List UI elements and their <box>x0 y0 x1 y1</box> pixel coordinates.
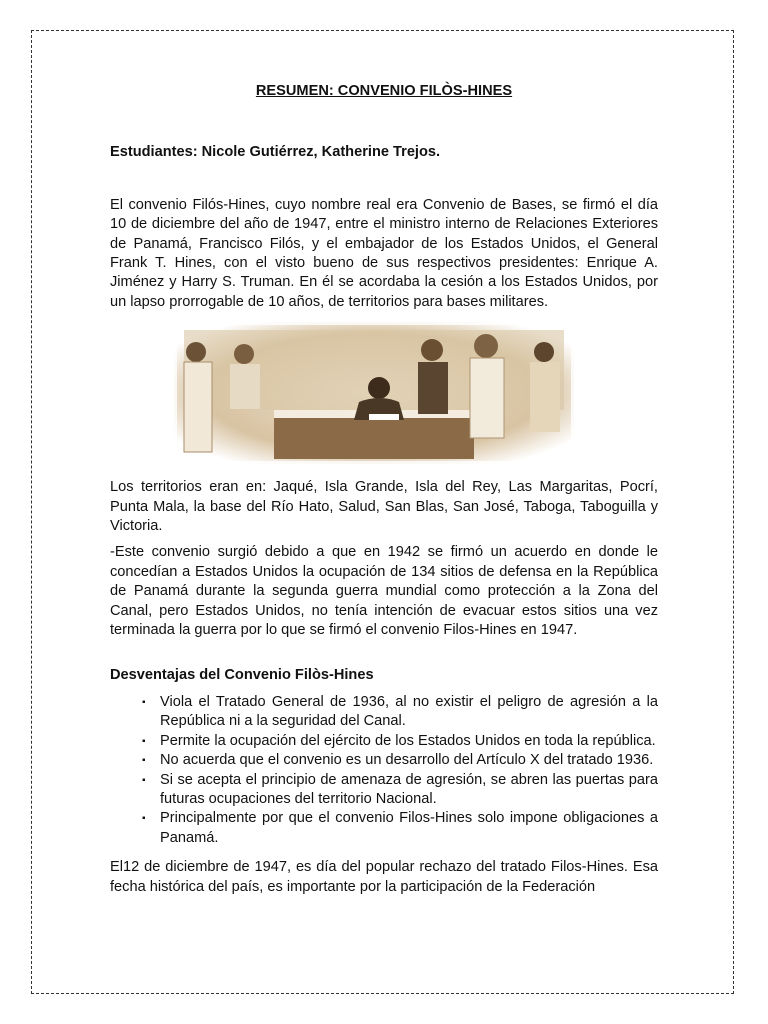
origin-paragraph: -Este convenio surgió debido a que en 1942 se firmó un acuerdo en donde le concedían a Estados Unidos la ocupación de 134 sitios de defensa en la República de Panamá durante la segunda guerra mundial como protección a la Zona del Canal, pero Estados Unidos, no tenía intención de evacuar estos sitios una vez terminada la guerra por lo que se firmó el convenio Filos-Hines en 1947. <box>110 544 658 639</box>
intro-paragraph: El convenio Filós-Hines, cuyo nombre real era Convenio de Bases, se firmó el día 10 de diciembre del año de 1947, entre el ministro interno de Relaciones Exteriores de Panamá, Francisco Filós, y el embajador de los Estados Unidos, el General Frank T. Hines, con el visto bueno de sus respectivos presidentes: Enrique A. Jiménez y Harry S. Truman. En él se acordaba la cesión a los Estados Unidos, por un lapso prorrogable de 10 años, de territorios para bases militares. <box>110 196 658 310</box>
list-item: ▪ Principalmente por que el convenio Filos-Hines solo impone obligaciones a Panamá. <box>142 810 658 846</box>
signing-photo <box>174 322 574 464</box>
bullet-icon: ▪ <box>142 696 146 708</box>
bullet-icon: ▪ <box>142 735 146 747</box>
bullet-icon: ▪ <box>142 813 146 825</box>
list-item: ▪ Si se acepta el principio de amenaza de agresión, se abren las puertas para futuras ocupaciones del territorio Nacional. <box>142 771 658 807</box>
list-item: ▪ Viola el Tratado General de 1936, al no existir el peligro de agresión a la República ni a la seguridad del Canal. <box>142 693 658 730</box>
signing-photo-image <box>174 322 574 464</box>
closing-paragraph: El12 de diciembre de 1947, es día del popular rechazo del tratado Filos-Hines. Esa fecha histórica del país, es importante por la participación de la Federación <box>110 859 658 895</box>
disadvantages-list <box>110 693 658 848</box>
territories-paragraph: Los territorios eran en: Jaqué, Isla Grande, Isla del Rey, Las Margaritas, Pocrí, Punta Mala, la base del Río Hato, Salud, San Blas, San José, Taboga, Taboguilla y Victoria. <box>110 479 658 535</box>
students-line: Estudiantes: Nicole Gutiérrez, Katherine Trejos. <box>110 144 441 161</box>
list-item: ▪ Permite la ocupación del ejército de los Estados Unidos en toda la república. <box>110 732 658 751</box>
document-body <box>110 82 658 897</box>
list-item: ▪ No acuerda que el convenio es un desarrollo del Artículo X del tratado 1936. <box>110 751 658 770</box>
bullet-icon: ▪ <box>142 774 146 786</box>
document-title: RESUMEN: CONVENIO FILÒS-HINES <box>255 83 513 99</box>
disadvantages-heading: Desventajas del Convenio Filòs-Hines <box>110 666 374 683</box>
bullet-icon: ▪ <box>142 755 146 767</box>
